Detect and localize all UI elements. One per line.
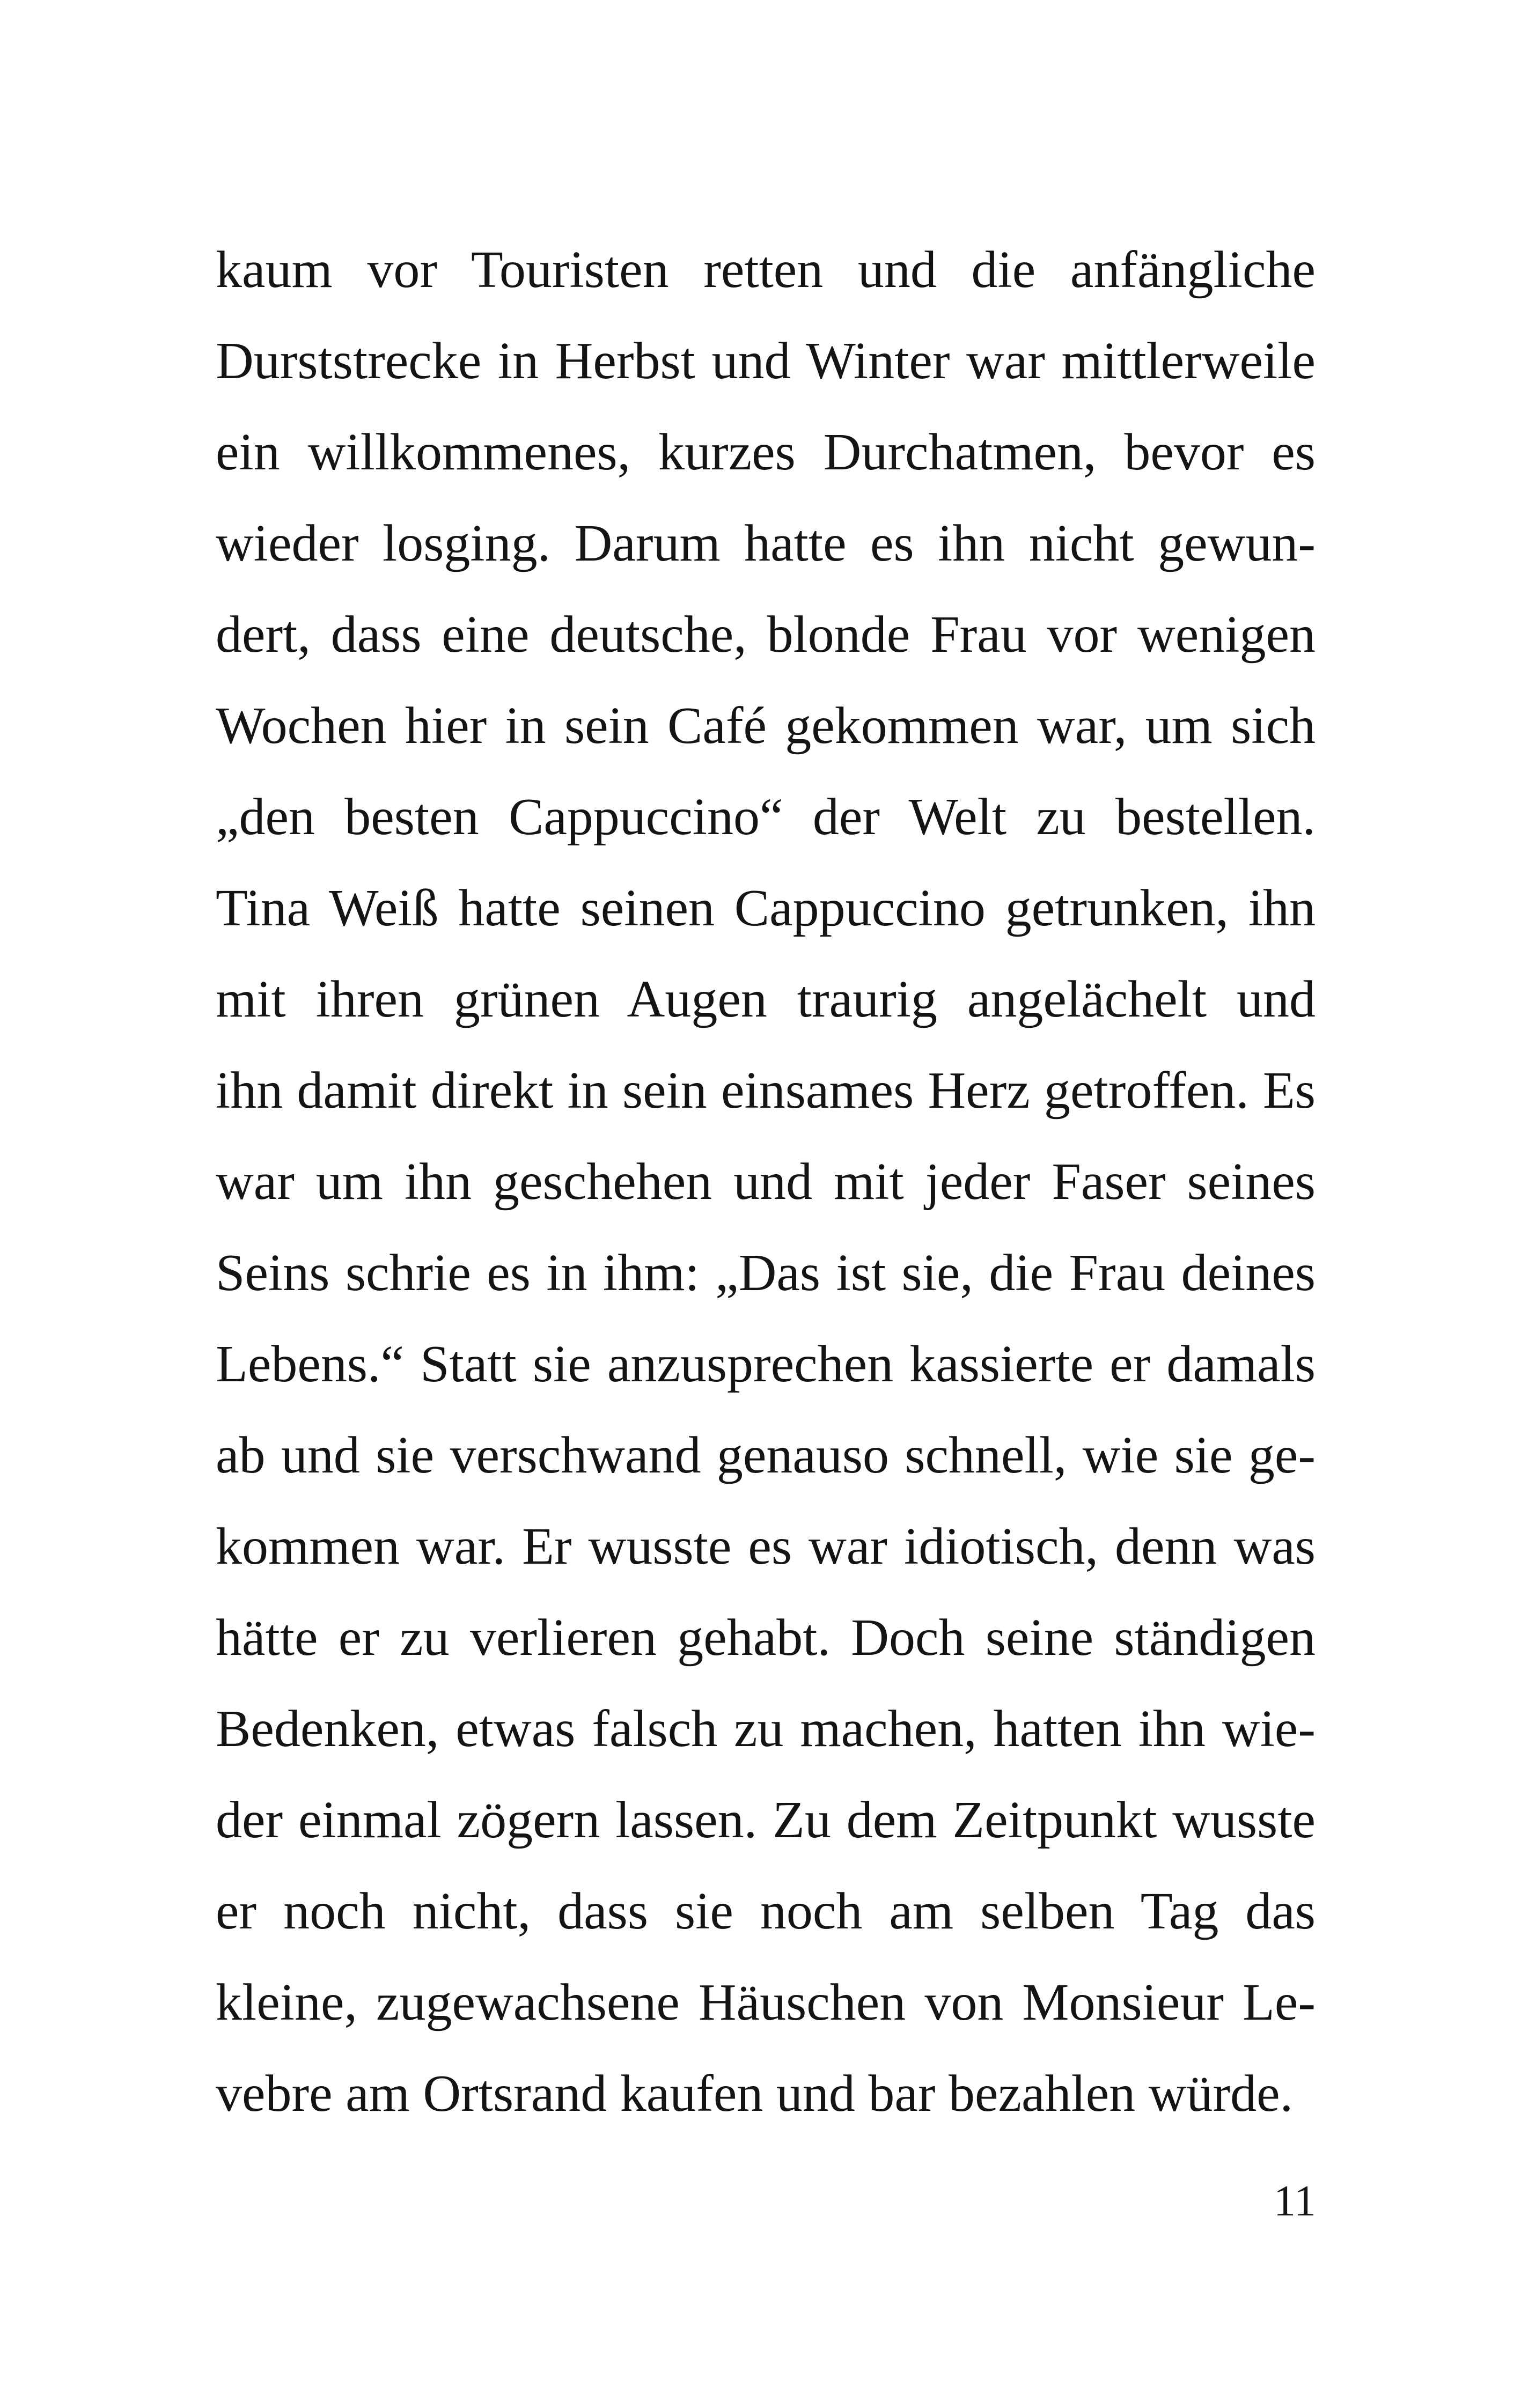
text-line: Tina Weiß hatte seinen Cappuccino getrunken, ihn (216, 879, 1316, 937)
text-line: Seins schrie es in ihm: „Das ist sie, die Frau deines (216, 1244, 1316, 1302)
text-line: ein willkommenes, kurzes Durchatmen, bevor es (216, 423, 1316, 481)
text-line: hätte er zu verlieren gehabt. Doch seine ständigen (216, 1609, 1316, 1667)
text-line: ab und sie verschwand genauso schnell, wie sie ge- (216, 1426, 1316, 1484)
text-line-last: vebre am Ortsrand kaufen und bar bezahlen würde. (216, 2065, 1294, 2123)
text-line: war um ihn geschehen und mit jeder Faser seines (216, 1153, 1316, 1211)
text-line: kleine, zugewachsene Häuschen von Monsieur Le- (216, 1973, 1316, 2031)
text-line: mit ihren grünen Augen traurig angelächelt und (216, 970, 1316, 1028)
text-line: er noch nicht, dass sie noch am selben Tag das (216, 1882, 1316, 1940)
text-line: Bedenken, etwas falsch zu machen, hatten ihn wie- (216, 1700, 1316, 1758)
text-line: „den besten Cappuccino“ der Welt zu bestellen. (216, 788, 1316, 846)
text-line: Wochen hier in sein Café gekommen war, um sich (216, 697, 1316, 755)
text-line: kommen war. Er wusste es war idiotisch, denn was (216, 1518, 1316, 1575)
text-line: Lebens.“ Statt sie anzusprechen kassierte er damals (216, 1335, 1316, 1393)
text-line: Durststrecke in Herbst und Winter war mittlerweile (216, 332, 1316, 390)
page-number: 11 (1274, 2176, 1316, 2225)
text-line: dert, dass eine deutsche, blonde Frau vor wenigen (216, 606, 1316, 664)
body-text (216, 224, 1316, 2139)
text-line: kaum vor Touristen retten und die anfängliche (216, 241, 1316, 299)
text-line: der einmal zögern lassen. Zu dem Zeitpunkt wusste (216, 1791, 1316, 1849)
text-line: ihn damit direkt in sein einsames Herz getroffen. Es (216, 1062, 1316, 1120)
text-line: wieder losging. Darum hatte es ihn nicht gewun- (216, 514, 1316, 572)
